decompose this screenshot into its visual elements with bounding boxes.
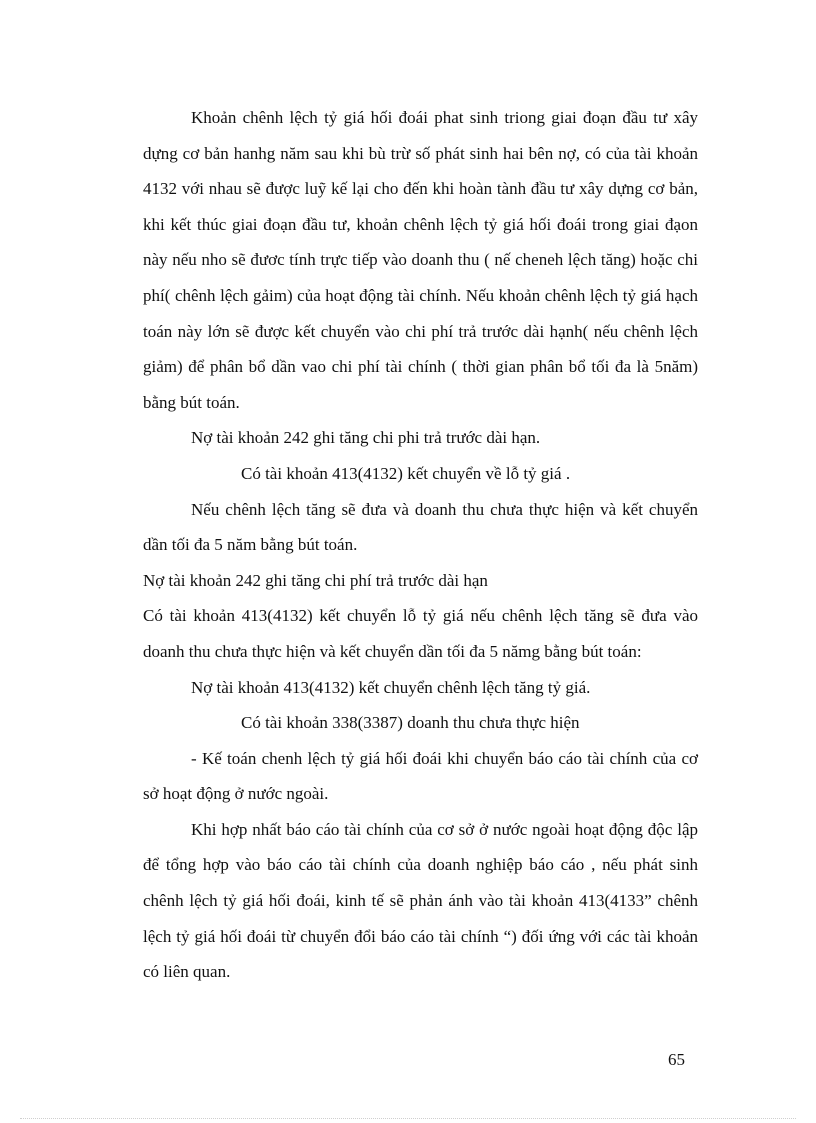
entry-debit-242: Nợ tài khoản 242 ghi tăng chi phi trả trước dài hạn.	[191, 428, 541, 448]
entry-debit-413: Nợ tài khoản 413(4132) kết chuyển chênh lệch tăng tỷ giá.	[191, 677, 591, 697]
paragraph-increase-difference: Nếu chênh lệch tăng sẽ đưa và doanh thu chưa thực hiện và kết chuyển dần tối đa 5 năm bằng bút toán.	[143, 499, 698, 555]
entry-credit-413: Có tài khoản 413(4132) kết chuyển về lỗ tỷ giá .	[241, 463, 571, 483]
paragraph-foreign-operation: - Kế toán chenh lệch tỷ giá hối đoái khi chuyển báo cáo tài chính của cơ sở hoạt động ở nước ngoài.	[143, 748, 698, 804]
entry-debit-242-b: Nợ tài khoản 242 ghi tăng chi phí trả trước dài hạn	[143, 570, 488, 590]
page-number: 65	[668, 1050, 685, 1069]
paragraph-exchange-rate-construction: Khoản chênh lệch tỷ giá hối đoái phat sinh triong giai đoạn đầu tư xây dựng cơ bản hanhg năm sau khi bù trừ số phát sinh hai bên nợ, có của tài khoản 4132 với nhau sẽ được luỹ kế lại cho đến khi hoàn tành đầu tư xây dựng cơ bản, khi kết thúc giai đoạn đầu tư, khoản chênh lệch tỷ giá hối đoái trong giai đạon này nếu nho sẽ đươc tính trực tiếp vào doanh thu ( nế cheneh lệch tăng) hoặc chi phí( chênh lệch gảim) của hoạt động tài chính. Nếu khoản chênh lệch tỷ giá hạch toán này lớn sẽ được kết chuyển vào chi phí trả trước dài hạnh( nếu chênh lệch giảm) để phân bổ dần vao chi phí tài chính ( thời gian phân bổ tối đa là 5năm) bằng bút toán.	[143, 108, 698, 412]
footer-divider	[20, 1118, 796, 1119]
page-body	[143, 100, 698, 990]
paragraph-consolidation: Khi hợp nhất báo cáo tài chính của cơ sở ở nước ngoài hoạt động độc lập để tổng hợp vào báo cáo tài chính của doanh nghiệp báo cáo , nếu phát sinh chênh lệch tỷ giá hối đoái, kinh tế sẽ phản ánh vào tài khoản 413(4133” chênh lệch tỷ giá hối đoái từ chuyển đổi báo cáo tài chính “) đối ứng với các tài khoản có liên quan.	[143, 819, 698, 982]
entry-credit-338: Có tài khoản 338(3387) doanh thu chưa thực hiện	[241, 713, 580, 733]
paragraph-credit-413-transfer: Có tài khoản 413(4132) kết chuyển lỗ tỷ giá nếu chênh lệch tăng sẽ đưa vào doanh thu chưa thực hiện và kết chuyển dần tối đa 5 nămg bằng bút toán:	[143, 606, 698, 661]
